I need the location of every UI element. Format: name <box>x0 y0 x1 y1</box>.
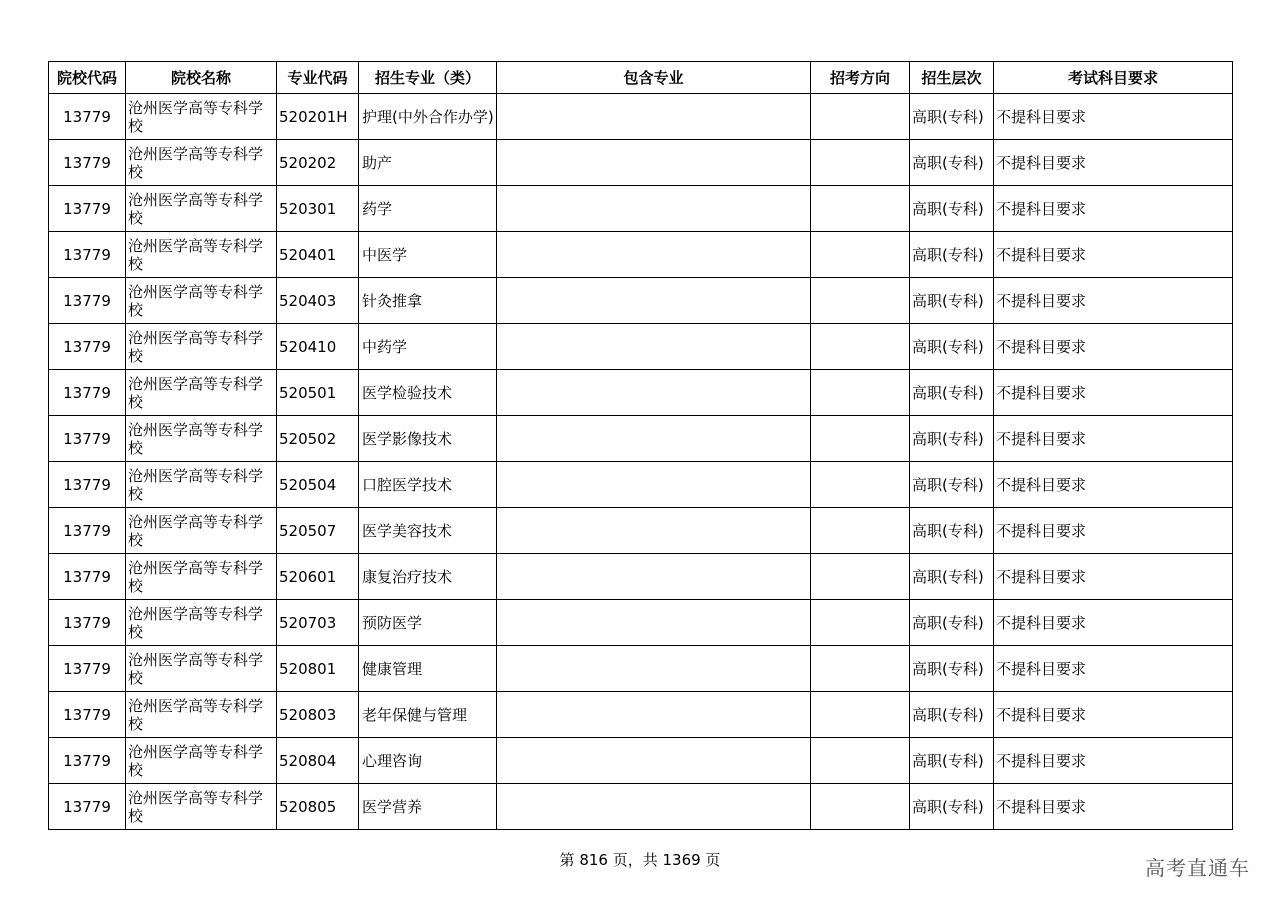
cell-included-majors <box>497 140 811 186</box>
cell-level: 高职(专科) <box>910 278 994 324</box>
cell-major-code: 520504 <box>277 462 359 508</box>
cell-requirement: 不提科目要求 <box>994 554 1233 600</box>
cell-major: 预防医学 <box>359 600 497 646</box>
cell-major: 医学营养 <box>359 784 497 830</box>
cell-requirement: 不提科目要求 <box>994 278 1233 324</box>
cell-school-code: 13779 <box>49 186 126 232</box>
cell-school-name: 沧州医学高等专科学校 <box>126 646 277 692</box>
table-row <box>49 692 1233 738</box>
cell-major-code: 520507 <box>277 508 359 554</box>
cell-direction <box>811 324 910 370</box>
table-row <box>49 784 1233 830</box>
watermark: 高考直通车 <box>1145 856 1250 880</box>
cell-direction <box>811 370 910 416</box>
cell-level: 高职(专科) <box>910 140 994 186</box>
cell-school-code: 13779 <box>49 278 126 324</box>
cell-included-majors <box>497 600 811 646</box>
cell-included-majors <box>497 94 811 140</box>
table-row <box>49 232 1233 278</box>
cell-level: 高职(专科) <box>910 462 994 508</box>
cell-requirement: 不提科目要求 <box>994 140 1233 186</box>
header-major-code: 专业代码 <box>277 62 359 94</box>
cell-school-code: 13779 <box>49 554 126 600</box>
cell-school-code: 13779 <box>49 646 126 692</box>
cell-school-name: 沧州医学高等专科学校 <box>126 140 277 186</box>
cell-major-code: 520601 <box>277 554 359 600</box>
cell-requirement: 不提科目要求 <box>994 370 1233 416</box>
cell-major: 康复治疗技术 <box>359 554 497 600</box>
cell-school-code: 13779 <box>49 324 126 370</box>
cell-school-code: 13779 <box>49 94 126 140</box>
cell-major-code: 520403 <box>277 278 359 324</box>
cell-major: 医学影像技术 <box>359 416 497 462</box>
admissions-table <box>48 61 1233 830</box>
cell-requirement: 不提科目要求 <box>994 324 1233 370</box>
cell-requirement: 不提科目要求 <box>994 646 1233 692</box>
cell-requirement: 不提科目要求 <box>994 232 1233 278</box>
cell-direction <box>811 94 910 140</box>
cell-level: 高职(专科) <box>910 232 994 278</box>
cell-major-code: 520201H <box>277 94 359 140</box>
table-row <box>49 278 1233 324</box>
cell-requirement: 不提科目要求 <box>994 738 1233 784</box>
cell-requirement: 不提科目要求 <box>994 186 1233 232</box>
cell-school-name: 沧州医学高等专科学校 <box>126 600 277 646</box>
cell-level: 高职(专科) <box>910 600 994 646</box>
cell-direction <box>811 784 910 830</box>
cell-requirement: 不提科目要求 <box>994 416 1233 462</box>
cell-major-code: 520301 <box>277 186 359 232</box>
cell-school-code: 13779 <box>49 462 126 508</box>
cell-major-code: 520410 <box>277 324 359 370</box>
cell-included-majors <box>497 738 811 784</box>
cell-school-name: 沧州医学高等专科学校 <box>126 94 277 140</box>
cell-school-code: 13779 <box>49 508 126 554</box>
cell-school-name: 沧州医学高等专科学校 <box>126 232 277 278</box>
cell-major-code: 520502 <box>277 416 359 462</box>
cell-school-code: 13779 <box>49 738 126 784</box>
cell-direction <box>811 278 910 324</box>
cell-direction <box>811 186 910 232</box>
cell-major: 健康管理 <box>359 646 497 692</box>
cell-requirement: 不提科目要求 <box>994 692 1233 738</box>
cell-direction <box>811 692 910 738</box>
cell-included-majors <box>497 416 811 462</box>
cell-included-majors <box>497 462 811 508</box>
cell-school-code: 13779 <box>49 416 126 462</box>
cell-included-majors <box>497 784 811 830</box>
cell-school-name: 沧州医学高等专科学校 <box>126 186 277 232</box>
table-row <box>49 600 1233 646</box>
cell-school-name: 沧州医学高等专科学校 <box>126 278 277 324</box>
table-row <box>49 324 1233 370</box>
cell-major: 心理咨询 <box>359 738 497 784</box>
cell-school-name: 沧州医学高等专科学校 <box>126 416 277 462</box>
cell-major: 药学 <box>359 186 497 232</box>
cell-school-code: 13779 <box>49 784 126 830</box>
cell-school-name: 沧州医学高等专科学校 <box>126 784 277 830</box>
cell-level: 高职(专科) <box>910 554 994 600</box>
cell-major-code: 520801 <box>277 646 359 692</box>
cell-requirement: 不提科目要求 <box>994 784 1233 830</box>
cell-major-code: 520501 <box>277 370 359 416</box>
cell-included-majors <box>497 692 811 738</box>
cell-school-name: 沧州医学高等专科学校 <box>126 554 277 600</box>
cell-major: 针灸推拿 <box>359 278 497 324</box>
cell-major: 中药学 <box>359 324 497 370</box>
cell-direction <box>811 232 910 278</box>
cell-school-code: 13779 <box>49 232 126 278</box>
cell-included-majors <box>497 508 811 554</box>
cell-level: 高职(专科) <box>910 324 994 370</box>
cell-direction <box>811 140 910 186</box>
header-major: 招生专业（类） <box>359 62 497 94</box>
cell-direction <box>811 462 910 508</box>
cell-school-name: 沧州医学高等专科学校 <box>126 370 277 416</box>
table-row <box>49 646 1233 692</box>
cell-school-name: 沧州医学高等专科学校 <box>126 738 277 784</box>
cell-major: 医学检验技术 <box>359 370 497 416</box>
table-row <box>49 94 1233 140</box>
table-header-row <box>49 62 1233 94</box>
cell-major: 助产 <box>359 140 497 186</box>
cell-major: 护理(中外合作办学) <box>359 94 497 140</box>
table-row <box>49 370 1233 416</box>
table-row <box>49 738 1233 784</box>
cell-major-code: 520401 <box>277 232 359 278</box>
header-school-code: 院校代码 <box>49 62 126 94</box>
cell-requirement: 不提科目要求 <box>994 508 1233 554</box>
cell-direction <box>811 508 910 554</box>
cell-major: 医学美容技术 <box>359 508 497 554</box>
cell-level: 高职(专科) <box>910 416 994 462</box>
cell-included-majors <box>497 232 811 278</box>
cell-direction <box>811 554 910 600</box>
cell-school-code: 13779 <box>49 600 126 646</box>
cell-included-majors <box>497 646 811 692</box>
cell-included-majors <box>497 554 811 600</box>
cell-major-code: 520804 <box>277 738 359 784</box>
cell-direction <box>811 416 910 462</box>
cell-level: 高职(专科) <box>910 646 994 692</box>
cell-included-majors <box>497 186 811 232</box>
cell-direction <box>811 646 910 692</box>
cell-level: 高职(专科) <box>910 370 994 416</box>
table-row <box>49 462 1233 508</box>
cell-major-code: 520803 <box>277 692 359 738</box>
cell-major-code: 520805 <box>277 784 359 830</box>
page-number: 第 816 页，共 1369 页 <box>559 851 721 869</box>
cell-school-name: 沧州医学高等专科学校 <box>126 508 277 554</box>
cell-direction <box>811 600 910 646</box>
cell-school-name: 沧州医学高等专科学校 <box>126 324 277 370</box>
header-included-majors: 包含专业 <box>497 62 811 94</box>
cell-requirement: 不提科目要求 <box>994 94 1233 140</box>
header-school-name: 院校名称 <box>126 62 277 94</box>
cell-direction <box>811 738 910 784</box>
cell-school-code: 13779 <box>49 140 126 186</box>
header-level: 招生层次 <box>910 62 994 94</box>
header-requirement: 考试科目要求 <box>994 62 1233 94</box>
table-body <box>49 94 1233 830</box>
cell-school-name: 沧州医学高等专科学校 <box>126 692 277 738</box>
table-row <box>49 416 1233 462</box>
cell-included-majors <box>497 278 811 324</box>
cell-school-code: 13779 <box>49 370 126 416</box>
cell-level: 高职(专科) <box>910 692 994 738</box>
cell-major-code: 520202 <box>277 140 359 186</box>
cell-school-code: 13779 <box>49 692 126 738</box>
cell-school-name: 沧州医学高等专科学校 <box>126 462 277 508</box>
cell-major: 口腔医学技术 <box>359 462 497 508</box>
cell-included-majors <box>497 324 811 370</box>
cell-level: 高职(专科) <box>910 738 994 784</box>
table-row <box>49 554 1233 600</box>
cell-included-majors <box>497 370 811 416</box>
cell-requirement: 不提科目要求 <box>994 600 1233 646</box>
cell-level: 高职(专科) <box>910 784 994 830</box>
table-row <box>49 140 1233 186</box>
cell-requirement: 不提科目要求 <box>994 462 1233 508</box>
cell-level: 高职(专科) <box>910 94 994 140</box>
header-direction: 招考方向 <box>811 62 910 94</box>
cell-major: 老年保健与管理 <box>359 692 497 738</box>
cell-major-code: 520703 <box>277 600 359 646</box>
table-row <box>49 508 1233 554</box>
table-row <box>49 186 1233 232</box>
cell-level: 高职(专科) <box>910 508 994 554</box>
cell-major: 中医学 <box>359 232 497 278</box>
cell-level: 高职(专科) <box>910 186 994 232</box>
